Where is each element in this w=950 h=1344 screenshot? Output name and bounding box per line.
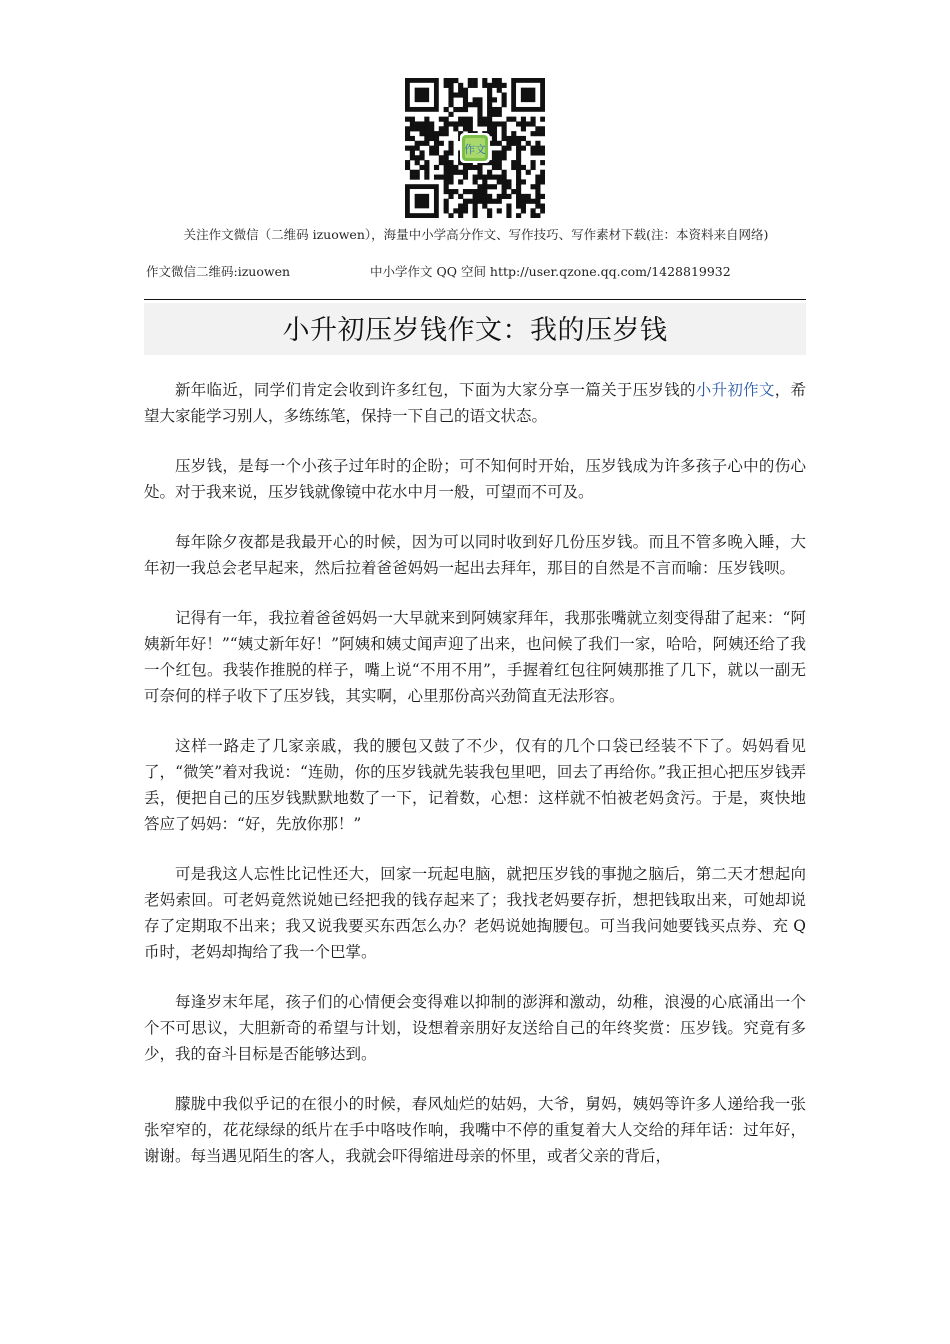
header-divider — [144, 299, 806, 300]
qzone-label: 中小学作文 QQ 空间 http://user.qzone.qq.com/1428819932 — [370, 264, 731, 279]
header-contact-line — [146, 263, 806, 281]
body-paragraph: 朦胧中我似乎记的在很小的时候，春风灿烂的姑妈，大爷，舅妈，姨妈等许多人递给我一张张窄窄的，花花绿绿的纸片在手中咯吱作响，我嘴中不停的重复着大人交给的拜年话：过年好，谢谢。每当遇见陌生的客人，我就会吓得缩进母亲的怀里，或者父亲的背后， — [144, 1095, 806, 1165]
body-paragraph: 这样一路走了几家亲戚，我的腰包又鼓了不少，仅有的几个口袋已经装不下了。妈妈看见了，“微笑”着对我说：“连勋，你的压岁钱就先装我包里吧，回去了再给你。”我正担心把压岁钱弄丢，便把自己的压岁钱默默地数了一下，记着数，心想：这样就不怕被老妈贪污。于是，爽快地答应了妈妈：“好，先放你那！” — [144, 737, 806, 833]
qr-code-graphic — [405, 78, 545, 218]
intro-paragraph — [144, 377, 806, 429]
qr-center-badge — [460, 133, 490, 163]
article-body — [144, 377, 806, 1193]
intro-text-before: 新年临近，同学们肯定会收到许多红包，下面为大家分享一篇关于压岁钱的 — [175, 381, 696, 399]
composition-link[interactable]: 小升初作文 — [695, 381, 775, 399]
body-paragraph: 每年除夕夜都是我最开心的时候，因为可以同时收到好几份压岁钱。而且不管多晚入睡，大年初一我总会老早起来，然后拉着爸爸妈妈一起出去拜年，那目的自然是不言而喻：压岁钱呗。 — [144, 533, 806, 577]
article-title: 小升初压岁钱作文：我的压岁钱 — [282, 315, 668, 346]
body-paragraph: 压岁钱，是每一个小孩子过年时的企盼；可不知何时开始，压岁钱成为许多孩子心中的伤心处。对于我来说，压岁钱就像镜中花水中月一般，可望而不可及。 — [144, 457, 806, 501]
intro-text-after: ，希望大家能学习别人，多练练笔，保持一下自己的语文状态。 — [144, 381, 806, 425]
body-paragraph: 记得有一年，我拉着爸爸妈妈一大早就来到阿姨家拜年，我那张嘴就立刻变得甜了起来：“阿姨新年好！”“姨丈新年好！”阿姨和姨丈闻声迎了出来，也问候了我们一家，哈哈，阿姨还给了我一个红包。我装作推脱的样子，嘴上说“不用不用”，手握着红包往阿姨那推了几下，就以一副无可奈何的样子收下了压岁钱，其实啊，心里那份高兴劲简直无法形容。 — [144, 609, 806, 705]
title-band — [144, 303, 806, 355]
wechat-label: 作文微信二维码:izuowen — [146, 264, 291, 279]
qr-code-image — [405, 78, 545, 218]
body-paragraph: 可是我这人忘性比记性还大，回家一玩起电脑，就把压岁钱的事抛之脑后，第二天才想起向老妈索回。可老妈竟然说她已经把我的钱存起来了；我找老妈要存折，想把钱取出来，可她却说存了定期取不出来；我又说我要买东西怎么办？老妈说她掏腰包。可当我问她要钱买点券、充 Q 币时，老妈却掏给了我一个巴掌。 — [144, 865, 806, 961]
header-notice: 关注作文微信（二维码 izuowen），海量中小学高分作文、写作技巧、写作素材下载(注：本资料来自网络) — [183, 227, 769, 242]
qr-badge-text: 作文 — [464, 143, 486, 156]
body-paragraph: 每逢岁末年尾，孩子们的心情便会变得难以抑制的澎湃和激动，幼稚，浪漫的心底涌出一个个不可思议，大胆新奇的希望与计划，设想着亲朋好友送给自己的年终奖赏：压岁钱。究竟有多少，我的奋斗目标是否能够达到。 — [144, 993, 806, 1063]
